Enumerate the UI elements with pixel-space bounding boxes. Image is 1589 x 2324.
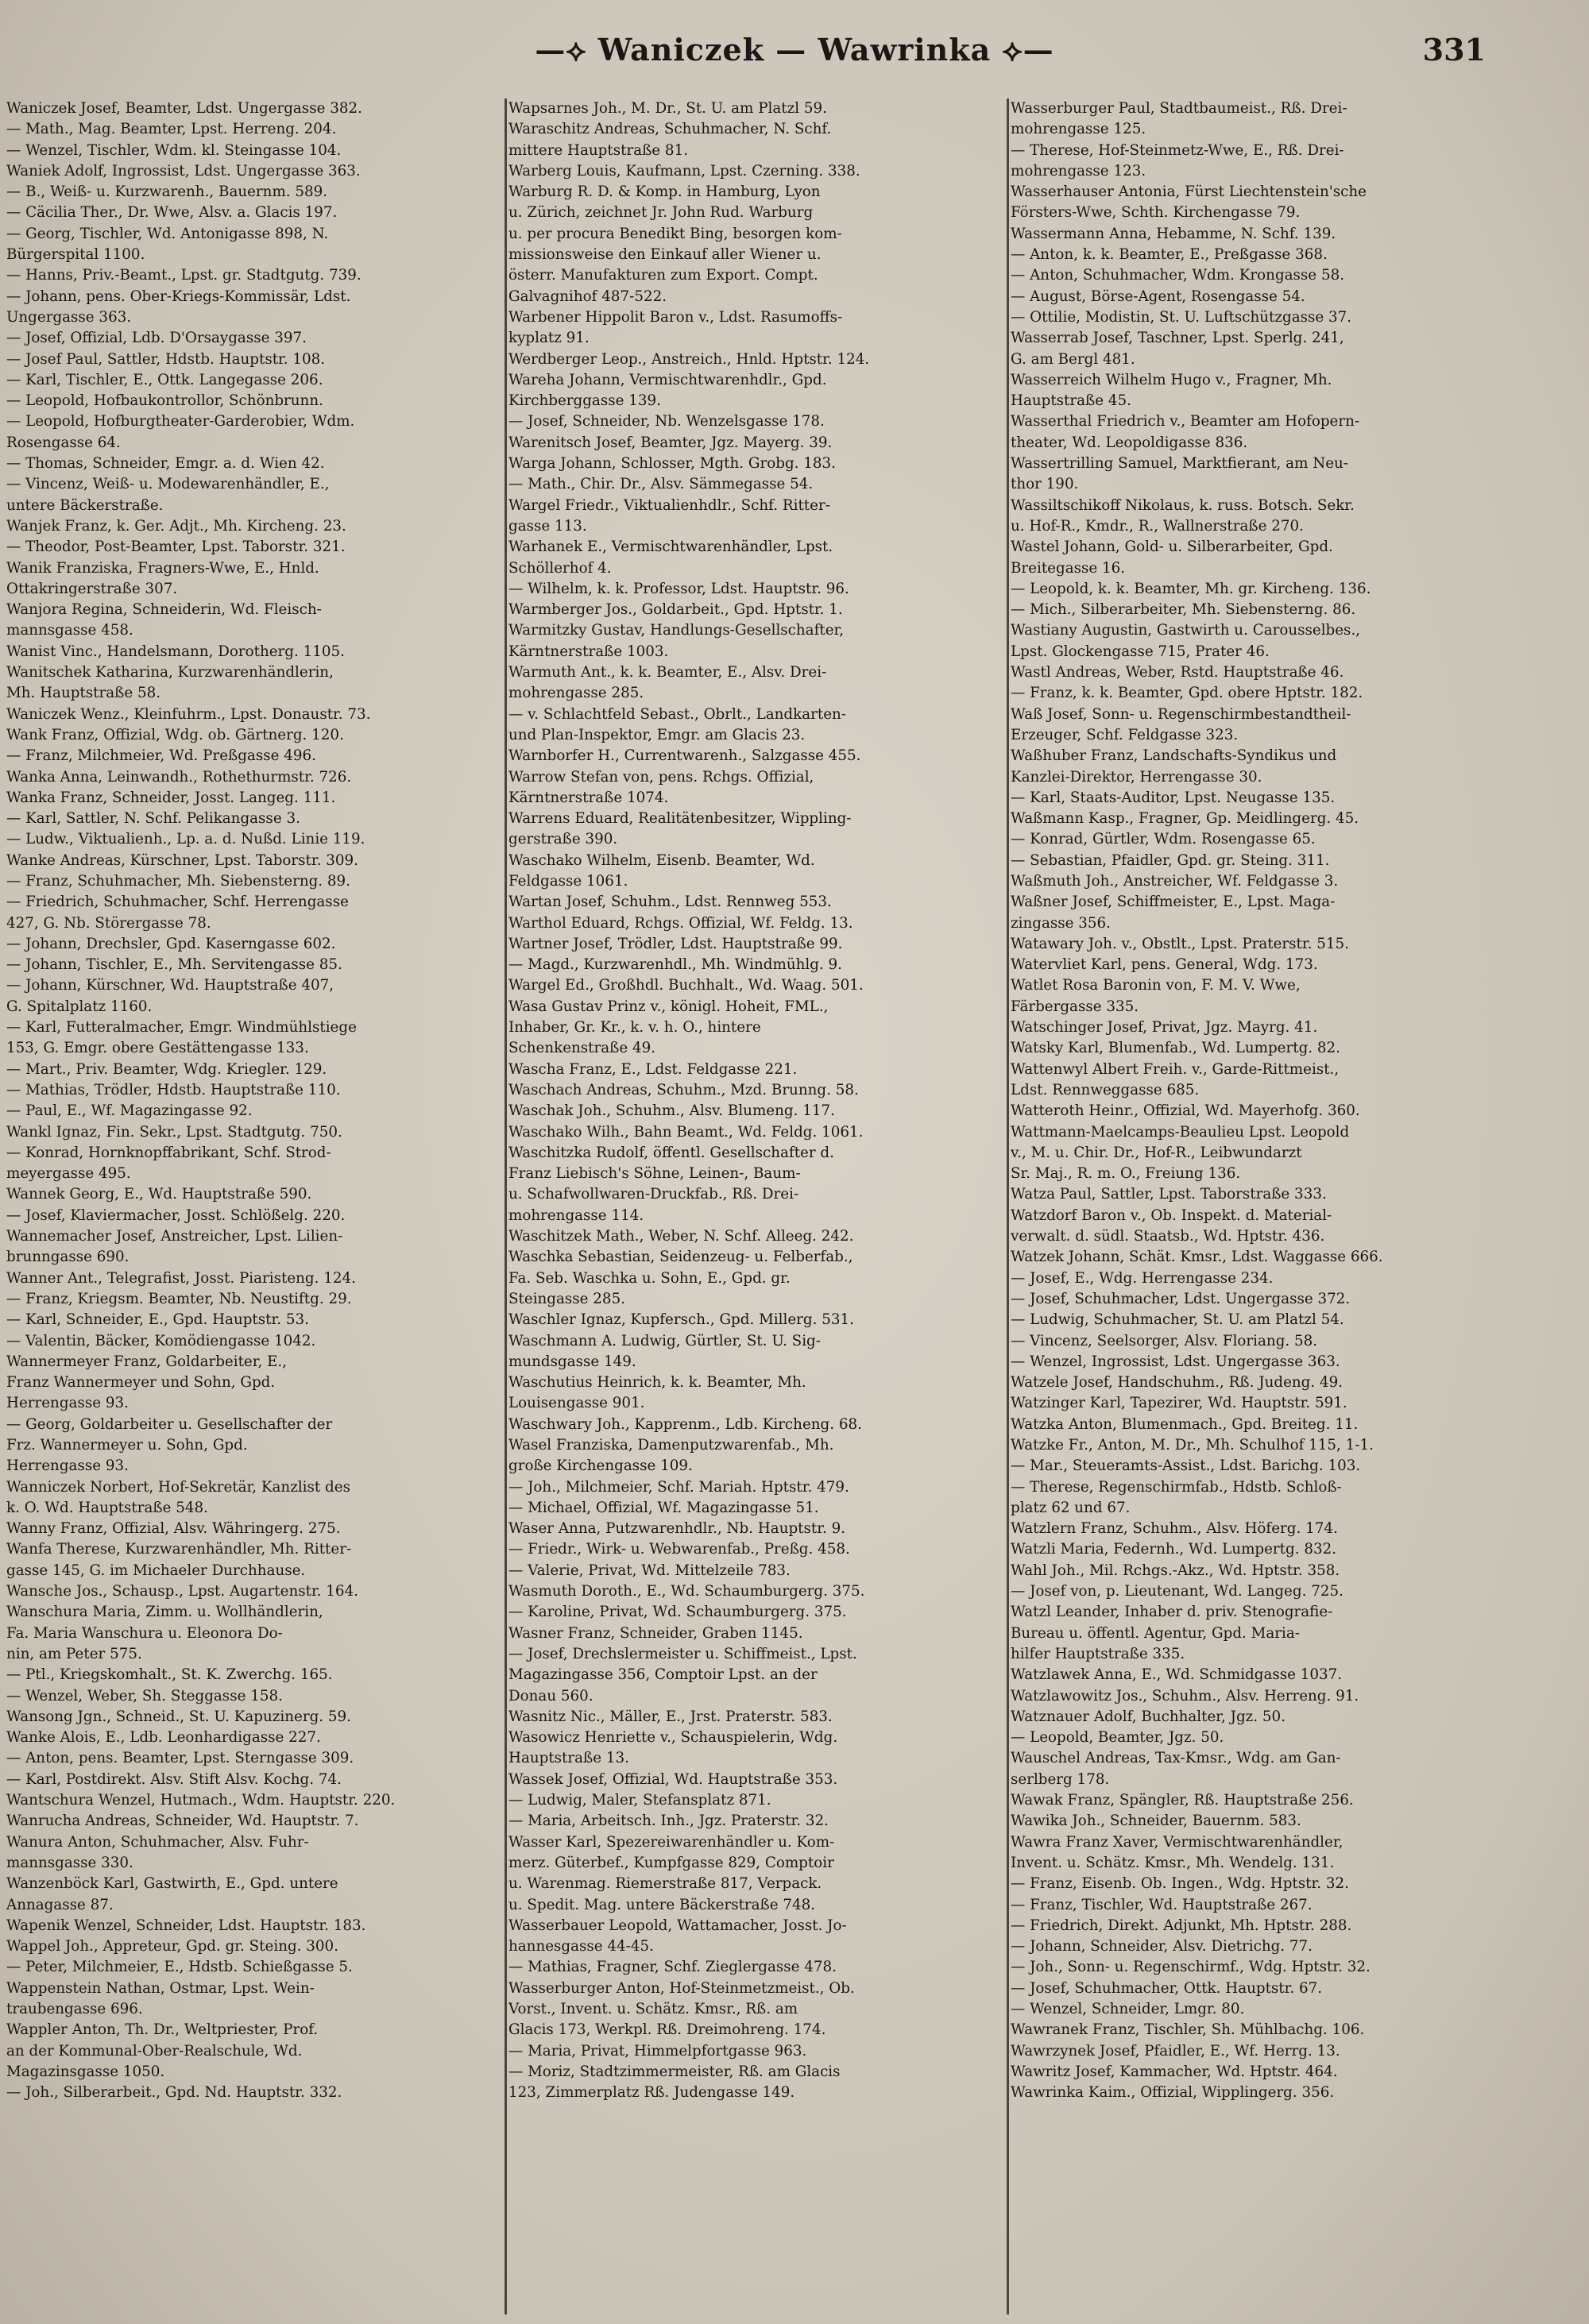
directory-entry: Magazinsgasse 1050. xyxy=(6,2063,165,2080)
directory-entry: — B., Weiß- u. Kurzwarenh., Bauernm. 589. xyxy=(6,183,328,201)
directory-entry: Wartan Josef, Schuhm., Ldst. Rennweg 553. xyxy=(508,894,832,911)
directory-entry: Waßmann Kasp., Fragner, Gp. Meidlingerg. 45. xyxy=(1011,810,1359,828)
directory-entry: u. per procura Benedikt Bing, besorgen kom- xyxy=(508,225,842,242)
directory-entry: — Vincenz, Weiß- u. Modewarenhändler, E., xyxy=(6,476,330,493)
directory-entry: Watzek Johann, Schät. Kmsr., Ldst. Waggasse 666. xyxy=(1011,1249,1383,1266)
directory-entry: Wawritz Josef, Kammacher, Wd. Hptstr. 464. xyxy=(1011,2063,1338,2080)
directory-entry: Warmitzky Gustav, Handlungs-Gesellschafter, xyxy=(508,622,845,639)
directory-entry: Warnborfer H., Currentwarenh., Salzgasse 455. xyxy=(508,747,861,765)
column-divider xyxy=(1007,98,1009,2314)
directory-entry: — Friedrich, Schuhmacher, Schf. Herrengasse xyxy=(6,894,349,911)
directory-entry: — Josef Paul, Sattler, Hdstb. Hauptstr. 108. xyxy=(6,350,326,368)
directory-entry: Warbener Hippolit Baron v., Ldst. Rasumoffs- xyxy=(508,308,843,326)
directory-entry: Warmuth Ant., k. k. Beamter, E., Alsv. Drei- xyxy=(508,664,827,681)
directory-entry: Galvagnihof 487-522. xyxy=(508,288,667,305)
directory-entry: Waßner Josef, Schiffmeister, E., Lpst. Maga- xyxy=(1011,894,1336,911)
directory-entry: — Karl, Tischler, E., Ottk. Langegasse 206. xyxy=(6,371,323,388)
directory-entry: Watza Paul, Sattler, Lpst. Taborstraße 333. xyxy=(1011,1186,1327,1203)
directory-entry: — Magd., Kurzwarenhdl., Mh. Windmühlg. 9. xyxy=(508,956,842,974)
directory-entry: Watzele Josef, Handschuhm., Rß. Judeng. 49. xyxy=(1011,1374,1343,1392)
directory-entry: Fa. Maria Wanschura u. Eleonora Do- xyxy=(6,1624,283,1642)
directory-entry: Wannemacher Josef, Anstreicher, Lpst. Lilien- xyxy=(6,1228,343,1245)
directory-entry: — Leopold, Hofbaukontrollor, Schönbrunn. xyxy=(6,392,323,410)
directory-entry: — Thomas, Schneider, Emgr. a. d. Wien 42. xyxy=(6,455,325,473)
directory-entry: Ungergasse 363. xyxy=(6,308,132,326)
directory-entry: Herrengasse 93. xyxy=(6,1395,129,1412)
directory-entry: — Konrad, Gürtler, Wdm. Rosengasse 65. xyxy=(1011,831,1316,848)
directory-entry: — Hanns, Priv.-Beamt., Lpst. gr. Stadtgutg. 739. xyxy=(6,267,361,284)
directory-entry: Herrengasse 93. xyxy=(6,1457,129,1475)
directory-entry: Wanniczek Norbert, Hof-Sekretär, Kanzlist des xyxy=(6,1478,350,1496)
directory-entry: Wastel Johann, Gold- u. Silberarbeiter, Gpd. xyxy=(1011,539,1333,556)
directory-entry: Waniek Adolf, Ingrossist, Ldst. Ungergasse 363. xyxy=(6,162,361,180)
directory-entry: Wasserburger Paul, Stadtbaumeist., Rß. Drei- xyxy=(1011,100,1347,117)
directory-entry: — Josef, Klaviermacher, Josst. Schlößelg. 220. xyxy=(6,1206,346,1224)
directory-entry: — Josef, Schuhmacher, Ldst. Ungergasse 372. xyxy=(1011,1290,1351,1307)
directory-entry: — Josef, Offizial, Ldb. D'Orsaygasse 397. xyxy=(6,330,307,347)
directory-entry: Waniczek Wenz., Kleinfuhrm., Lpst. Donaustr. 73. xyxy=(6,705,371,723)
directory-entry: — Maria, Privat, Himmelpfortgasse 963. xyxy=(508,2042,807,2060)
directory-entry: thor 190. xyxy=(1011,476,1079,493)
directory-entry: Wanjora Regina, Schneiderin, Wd. Fleisch- xyxy=(6,601,322,619)
directory-entry: Warga Johann, Schlosser, Mgth. Grobg. 183. xyxy=(508,455,836,473)
directory-entry: Wannermeyer Franz, Goldarbeiter, E., xyxy=(6,1353,288,1370)
directory-entry: mannsgasse 330. xyxy=(6,1854,133,1871)
directory-entry: Waschutius Heinrich, k. k. Beamter, Mh. xyxy=(508,1374,806,1392)
directory-entry: merz. Güterbef., Kumpfgasse 829, Comptoir xyxy=(508,1854,834,1871)
directory-entry: Warmberger Jos., Goldarbeit., Gpd. Hptstr. 1. xyxy=(508,601,843,619)
directory-entry: österr. Manufakturen zum Export. Compt. xyxy=(508,267,818,284)
directory-entry: Wasserthal Friedrich v., Beamter am Hofopern- xyxy=(1011,413,1360,430)
directory-entry: — Josef, Schneider, Nb. Wenzelsgasse 178. xyxy=(508,413,825,430)
directory-entry: — August, Börse-Agent, Rosengasse 54. xyxy=(1011,288,1305,305)
directory-entry: — Wilhelm, k. k. Professor, Ldst. Hauptstr. 96. xyxy=(508,580,849,597)
directory-entry: Wargel Friedr., Viktualienhdlr., Schf. Ritter- xyxy=(508,496,830,514)
directory-entry: untere Bäckerstraße. xyxy=(6,496,164,514)
directory-entry: Franz Wannermeyer und Sohn, Gpd. xyxy=(6,1374,276,1392)
directory-entry: Wastiany Augustin, Gastwirth u. Carousselbes., xyxy=(1011,622,1361,639)
directory-entry: — Wenzel, Weber, Sh. Steggasse 158. xyxy=(6,1687,283,1704)
directory-entry: — Joh., Silberarbeit., Gpd. Nd. Hauptstr. 332. xyxy=(6,2084,342,2102)
directory-entry: Werdberger Leop., Anstreich., Hnld. Hptstr. 124. xyxy=(508,350,870,368)
directory-entry: — Franz, Milchmeier, Wd. Preßgasse 496. xyxy=(6,747,316,765)
directory-entry: Breitegasse 16. xyxy=(1011,559,1126,577)
directory-entry: — Mart., Priv. Beamter, Wdg. Kriegler. 129. xyxy=(6,1060,327,1078)
directory-entry: — Anton, Schuhmacher, Wdm. Krongasse 58. xyxy=(1011,267,1345,284)
directory-entry: — Karl, Futteralmacher, Emgr. Windmühlstiege xyxy=(6,1019,357,1037)
directory-entry: Wanka Anna, Leinwandh., Rothethurmstr. 726. xyxy=(6,768,352,786)
directory-entry: — Math., Chir. Dr., Alsv. Sämmegasse 54. xyxy=(508,476,814,493)
directory-entry: — Leopold, Hofburgtheater-Garderobier, Wdm. xyxy=(6,413,355,430)
directory-entry: G. am Bergl 481. xyxy=(1011,350,1135,368)
directory-entry: — Wenzel, Schneider, Lmgr. 80. xyxy=(1011,2001,1245,2018)
directory-entry: Waßhuber Franz, Landschafts-Syndikus und xyxy=(1011,747,1337,765)
directory-entry: — Leopold, k. k. Beamter, Mh. gr. Kircheng. 136. xyxy=(1011,580,1371,597)
directory-entry: Waßmuth Joh., Anstreicher, Wf. Feldgasse 3. xyxy=(1011,872,1339,890)
directory-entry: Wanitschek Katharina, Kurzwarenhändlerin, xyxy=(6,664,334,681)
directory-entry: Wanik Franziska, Fragners-Wwe, E., Hnld. xyxy=(6,559,319,577)
directory-entry: — Maria, Arbeitsch. Inh., Jgz. Praterstr. 32. xyxy=(508,1812,829,1830)
directory-entry: Donau 560. xyxy=(508,1687,593,1704)
directory-entry: hannesgasse 44-45. xyxy=(508,1938,654,1955)
directory-entry: Wanfa Therese, Kurzwarenhändler, Mh. Ritter- xyxy=(6,1541,352,1558)
directory-entry: — Josef, E., Wdg. Herrengasse 234. xyxy=(1011,1269,1274,1287)
directory-entry: — Joh., Sonn- u. Regenschirmf., Wdg. Hptstr. 32. xyxy=(1011,1959,1371,1976)
column-1 xyxy=(6,98,503,2314)
directory-entry: — Karl, Sattler, N. Schf. Pelikangasse 3. xyxy=(6,810,300,828)
directory-entry: gasse 113. xyxy=(508,517,587,535)
directory-entry: an der Kommunal-Ober-Realschule, Wd. xyxy=(6,2042,303,2060)
running-head: —⟡ Waniczek — Wawrinka ⟡— xyxy=(535,32,1054,68)
directory-entry: Watzl Leander, Inhaber d. priv. Stenografie- xyxy=(1011,1604,1333,1621)
directory-entry: — Josef, Schuhmacher, Ottk. Hauptstr. 67. xyxy=(1011,1979,1323,1997)
directory-entry: brunngasse 690. xyxy=(6,1249,130,1266)
directory-entry: Watzlern Franz, Schuhm., Alsv. Höferg. 174. xyxy=(1011,1520,1338,1538)
directory-entry: — Johann, Schneider, Alsv. Dietrichg. 77. xyxy=(1011,1938,1313,1955)
directory-entry: — Valentin, Bäcker, Komödiengasse 1042. xyxy=(6,1332,316,1349)
directory-entry: Waser Anna, Putzwarenhdlr., Nb. Hauptstr. 9. xyxy=(508,1520,846,1538)
directory-entry: Wanke Alois, E., Ldb. Leonhardigasse 227. xyxy=(6,1729,321,1747)
directory-entry: Louisengasse 901. xyxy=(508,1395,645,1412)
directory-entry: Wasnitz Nic., Mäller, E., Jrst. Praterstr. 583. xyxy=(508,1708,833,1725)
directory-entry: — Theodor, Post-Beamter, Lpst. Taborstr. 321. xyxy=(6,539,346,556)
directory-entry: — Karl, Staats-Auditor, Lpst. Neugasse 135. xyxy=(1011,789,1336,806)
directory-entry: missionsweise den Einkauf aller Wiener u. xyxy=(508,246,822,264)
directory-entry: Warrow Stefan von, pens. Rchgs. Offizial, xyxy=(508,768,814,786)
directory-entry: Wapenik Wenzel, Schneider, Ldst. Hauptstr. 183. xyxy=(6,1917,366,1934)
entry-columns xyxy=(6,98,1572,2314)
directory-entry: Wanka Franz, Schneider, Josst. Langeg. 111. xyxy=(6,789,336,806)
directory-entry: — Vincenz, Seelsorger, Alsv. Floriang. 58. xyxy=(1011,1332,1318,1349)
directory-entry: mohrengasse 123. xyxy=(1011,162,1146,180)
directory-entry: Waschwary Joh., Kapprenm., Ldb. Kircheng. 68. xyxy=(508,1415,862,1433)
directory-entry: hilfer Hauptstraße 335. xyxy=(1011,1645,1185,1662)
directory-entry: Feldgasse 1061. xyxy=(508,872,628,890)
directory-entry: Wassek Josef, Offizial, Wd. Hauptstraße 353. xyxy=(508,1770,838,1788)
directory-entry: Wasserbauer Leopold, Wattamacher, Josst. Jo- xyxy=(508,1917,847,1934)
directory-entry: Wanny Franz, Offizial, Alsv. Währingerg. 275. xyxy=(6,1520,341,1538)
directory-entry: Wanner Ant., Telegrafist, Josst. Piaristeng. 124. xyxy=(6,1269,356,1287)
directory-entry: — Peter, Milchmeier, E., Hdstb. Schießgasse 5. xyxy=(6,1959,353,1976)
directory-entry: Wansong Jgn., Schneid., St. U. Kapuzinerg. 59. xyxy=(6,1708,351,1725)
directory-entry: Wawra Franz Xaver, Vermischtwarenhändler, xyxy=(1011,1833,1343,1851)
directory-entry: — Math., Mag. Beamter, Lpst. Herreng. 204. xyxy=(6,121,337,138)
directory-entry: 427, G. Nb. Störergasse 78. xyxy=(6,914,211,932)
directory-entry: platz 62 und 67. xyxy=(1011,1499,1131,1516)
directory-entry: Wanura Anton, Schuhmacher, Alsv. Fuhr- xyxy=(6,1833,309,1851)
directory-entry: Waraschitz Andreas, Schuhmacher, N. Schf. xyxy=(508,121,832,138)
directory-entry: Watzinger Karl, Tapezirer, Wd. Hauptstr. 591. xyxy=(1011,1395,1347,1412)
directory-entry: mohrengasse 114. xyxy=(508,1206,644,1224)
directory-entry: — Ottilie, Modistin, St. U. Luftschützgasse 37. xyxy=(1011,308,1352,326)
directory-entry: — Mich., Silberarbeiter, Mh. Siebensterng. 86. xyxy=(1011,601,1356,619)
directory-entry: Wawrzynek Josef, Pfaidler, E., Wf. Herrg. 13. xyxy=(1011,2042,1340,2060)
directory-entry: — Anton, k. k. Beamter, E., Preßgasse 368. xyxy=(1011,246,1328,264)
directory-entry: Wansche Jos., Schausp., Lpst. Augartenstr. 164. xyxy=(6,1583,359,1600)
directory-entry: Wasserrab Josef, Taschner, Lpst. Sperlg. 241, xyxy=(1011,330,1344,347)
directory-entry: Wasser Karl, Spezereiwarenhändler u. Kom- xyxy=(508,1833,835,1851)
directory-entry: Waniczek Josef, Beamter, Ldst. Ungergasse 382. xyxy=(6,100,362,117)
directory-entry: Warthol Eduard, Rchgs. Offizial, Wf. Feldg. 13. xyxy=(508,914,853,932)
column-3 xyxy=(1011,98,1507,2314)
directory-entry: meyergasse 495. xyxy=(6,1165,131,1183)
directory-entry: Watzlawek Anna, E., Wd. Schmidgasse 1037. xyxy=(1011,1666,1343,1684)
directory-entry: Wawika Joh., Schneider, Bauernm. 583. xyxy=(1011,1812,1301,1830)
directory-entry: — Karoline, Privat, Wd. Schaumburgerg. 375. xyxy=(508,1604,847,1621)
directory-entry: Waschako Wilhelm, Eisenb. Beamter, Wd. xyxy=(508,851,815,869)
directory-entry: Wanist Vinc., Handelsmann, Dorotherg. 1105. xyxy=(6,643,345,660)
directory-entry: Waschak Joh., Schuhm., Alsv. Blumeng. 117. xyxy=(508,1102,835,1120)
directory-entry: serlberg 178. xyxy=(1011,1770,1110,1788)
directory-entry: u. Warenmag. Riemerstraße 817, Verpack. xyxy=(508,1875,822,1893)
directory-entry: Waschler Ignaz, Kupfersch., Gpd. Millerg. 531. xyxy=(508,1311,854,1329)
directory-entry: mohrengasse 125. xyxy=(1011,121,1146,138)
directory-entry: nin, am Peter 575. xyxy=(6,1645,142,1662)
directory-entry: Wantschura Wenzel, Hutmach., Wdm. Hauptstr. 220. xyxy=(6,1792,396,1809)
directory-entry: — Georg, Goldarbeiter u. Gesellschafter der xyxy=(6,1415,333,1433)
directory-entry: Ottakringerstraße 307. xyxy=(6,580,178,597)
directory-entry: Vorst., Invent. u. Schätz. Kmsr., Rß. am xyxy=(508,2001,798,2018)
directory-entry: Schenkenstraße 49. xyxy=(508,1040,656,1057)
directory-entry: verwalt. d. südl. Staatsb., Wd. Hptstr. 436. xyxy=(1011,1228,1325,1245)
directory-entry: — Wenzel, Ingrossist, Ldst. Ungergasse 363. xyxy=(1011,1353,1340,1370)
directory-entry: — Josef von, p. Lieutenant, Wd. Langeg. 725. xyxy=(1011,1583,1343,1600)
directory-entry: Waschako Wilh., Bahn Beamt., Wd. Feldg. 1061. xyxy=(508,1123,864,1141)
directory-entry: — Cäcilia Ther., Dr. Wwe, Alsv. a. Glacis 197. xyxy=(6,204,338,222)
directory-entry: — Friedr., Wirk- u. Webwarenfab., Preßg. 458. xyxy=(508,1541,850,1558)
directory-entry: — Ludwig, Maler, Stefansplatz 871. xyxy=(508,1792,771,1809)
directory-entry: Wassertrilling Samuel, Marktfierant, am Neu- xyxy=(1011,455,1348,473)
directory-entry: Watervliet Karl, pens. General, Wdg. 173. xyxy=(1011,956,1318,974)
directory-entry: Warrens Eduard, Realitätenbesitzer, Wippling- xyxy=(508,810,852,828)
directory-entry: u. Hof-R., Kmdr., R., Wallnerstraße 270. xyxy=(1011,517,1304,535)
directory-entry: G. Spitalplatz 1160. xyxy=(6,998,153,1015)
directory-entry: u. Zürich, zeichnet Jr. John Rud. Warburg xyxy=(508,204,814,222)
directory-entry: Wareha Johann, Vermischtwarenhdlr., Gpd. xyxy=(508,371,827,388)
directory-entry: Invent. u. Schätz. Kmsr., Mh. Wendelg. 131. xyxy=(1011,1854,1335,1871)
directory-entry: Kirchberggasse 139. xyxy=(508,392,661,410)
directory-entry: — Moriz, Stadtzimmermeister, Rß. am Glacis xyxy=(508,2063,841,2080)
directory-entry: Wargel Ed., Großhdl. Buchhalt., Wd. Waag. 501. xyxy=(508,977,864,994)
directory-entry: — v. Schlachtfeld Sebast., Obrlt., Landkarten- xyxy=(508,705,846,723)
directory-entry: gasse 145, G. im Michaeler Durchhause. xyxy=(6,1562,306,1579)
directory-entry: Wartner Josef, Trödler, Ldst. Hauptstraße 99. xyxy=(508,935,843,952)
directory-entry: u. Spedit. Mag. untere Bäckerstraße 748. xyxy=(508,1896,816,1913)
directory-entry: Wasel Franziska, Damenputzwarenfab., Mh. xyxy=(508,1437,834,1453)
directory-entry: Inhaber, Gr. Kr., k. v. h. O., hintere xyxy=(508,1019,761,1037)
directory-entry: — Therese, Regenschirmfab., Hdstb. Schloß- xyxy=(1011,1478,1342,1496)
directory-entry: — Johann, pens. Ober-Kriegs-Kommissär, Ldst. xyxy=(6,288,351,305)
directory-entry: Wascha Franz, E., Ldst. Feldgasse 221. xyxy=(508,1060,798,1078)
directory-entry: große Kirchengasse 109. xyxy=(508,1457,693,1475)
directory-entry: Wahl Joh., Mil. Rchgs.-Akz., Wd. Hptstr. 358. xyxy=(1011,1562,1340,1579)
directory-entry: Schöllerhof 4. xyxy=(508,559,612,577)
directory-entry: Waschmann A. Ludwig, Gürtler, St. U. Sig- xyxy=(508,1332,821,1349)
directory-entry: Watsky Karl, Blumenfab., Wd. Lumpertg. 82. xyxy=(1011,1040,1340,1057)
directory-entry: Warenitsch Josef, Beamter, Jgz. Mayerg. 39. xyxy=(508,434,833,451)
directory-entry: — Wenzel, Tischler, Wdm. kl. Steingasse 104. xyxy=(6,141,342,159)
directory-entry: mittere Hauptstraße 81. xyxy=(508,141,689,159)
directory-entry: — Paul, E., Wf. Magazingasse 92. xyxy=(6,1102,253,1120)
directory-entry: Kärntnerstraße 1074. xyxy=(508,789,669,806)
directory-entry: Watzka Anton, Blumenmach., Gpd. Breiteg. 11. xyxy=(1011,1415,1359,1433)
column-divider xyxy=(505,98,507,2314)
directory-entry: Watzdorf Baron v., Ob. Inspekt. d. Material- xyxy=(1011,1206,1332,1224)
directory-entry: Watznauer Adolf, Buchhalter, Jgz. 50. xyxy=(1011,1708,1286,1725)
directory-entry: Watawary Joh. v., Obstlt., Lpst. Praterstr. 515. xyxy=(1011,935,1349,952)
column-2 xyxy=(508,98,1005,2314)
directory-entry: Watschinger Josef, Privat, Jgz. Mayrg. 41. xyxy=(1011,1019,1318,1037)
directory-entry: — Karl, Postdirekt. Alsv. Stift Alsv. Kochg. 74. xyxy=(6,1770,342,1788)
directory-entry: — Johann, Drechsler, Gpd. Kaserngasse 602. xyxy=(6,935,336,952)
directory-entry: Wasner Franz, Schneider, Graben 1145. xyxy=(508,1624,803,1642)
directory-entry: Wankl Ignaz, Fin. Sekr., Lpst. Stadtgutg. 750. xyxy=(6,1123,342,1141)
directory-entry: und Plan-Inspektor, Emgr. am Glacis 23. xyxy=(508,726,806,743)
directory-entry: Wanjek Franz, k. Ger. Adjt., Mh. Kircheng. 23. xyxy=(6,517,346,535)
directory-entry: Hauptstraße 13. xyxy=(508,1750,629,1767)
directory-entry: Wassermann Anna, Hebamme, N. Schf. 139. xyxy=(1011,225,1336,242)
directory-entry: — Mar., Steueramts-Assist., Ldst. Barichg. 103. xyxy=(1011,1457,1361,1475)
directory-entry: — Franz, Eisenb. Ob. Ingen., Wdg. Hptstr. 32. xyxy=(1011,1875,1349,1893)
directory-entry: zingasse 356. xyxy=(1011,914,1111,932)
directory-entry: — Johann, Kürschner, Wd. Hauptstraße 407, xyxy=(6,977,334,994)
directory-entry: — Konrad, Hornknopffabrikant, Schf. Strod- xyxy=(6,1144,331,1161)
directory-entry: — Michael, Offizial, Wf. Magazingasse 51. xyxy=(508,1499,819,1516)
directory-entry: Wanzenböck Karl, Gastwirth, E., Gpd. untere xyxy=(6,1875,338,1893)
directory-entry: Steingasse 285. xyxy=(508,1290,626,1307)
directory-entry: 123, Zimmerplatz Rß. Judengasse 149. xyxy=(508,2084,795,2102)
directory-entry: — Valerie, Privat, Wd. Mittelzeile 783. xyxy=(508,1562,791,1579)
directory-entry: mohrengasse 285. xyxy=(508,685,644,702)
directory-entry: Mh. Hauptstraße 58. xyxy=(6,685,161,702)
directory-entry: Watteroth Heinr., Offizial, Wd. Mayerhofg. 360. xyxy=(1011,1102,1360,1120)
directory-entry: Watzli Maria, Federnh., Wd. Lumpertg. 832. xyxy=(1011,1541,1337,1558)
directory-entry: Wanschura Maria, Zimm. u. Wollhändlerin, xyxy=(6,1604,323,1621)
directory-entry: — Mathias, Fragner, Schf. Zieglergasse 478. xyxy=(508,1959,837,1976)
directory-entry: u. Schafwollwaren-Druckfab., Rß. Drei- xyxy=(508,1186,799,1203)
directory-entry: — Georg, Tischler, Wd. Antonigasse 898, N. xyxy=(6,225,329,242)
directory-entry: Bureau u. öffentl. Agentur, Gpd. Maria- xyxy=(1011,1624,1300,1642)
directory-entry: theater, Wd. Leopoldigasse 836. xyxy=(1011,434,1248,451)
directory-entry: — Ludw., Viktualienh., Lp. a. d. Nußd. Linie 119. xyxy=(6,831,365,848)
directory-entry: Wattenwyl Albert Freih. v., Garde-Rittmeist., xyxy=(1011,1060,1340,1078)
directory-entry: Waß Josef, Sonn- u. Regenschirmbestandtheil- xyxy=(1011,705,1351,723)
directory-entry: — Franz, Tischler, Wd. Hauptstraße 267. xyxy=(1011,1896,1313,1913)
directory-entry: Wassiltschikoff Nikolaus, k. russ. Botsch. Sekr. xyxy=(1011,496,1355,514)
directory-entry: — Anton, pens. Beamter, Lpst. Sterngasse 309. xyxy=(6,1750,354,1767)
page-number: 331 xyxy=(1422,32,1486,68)
directory-entry: Wastl Andreas, Weber, Rstd. Hauptstraße 46. xyxy=(1011,664,1344,681)
directory-entry: k. O. Wd. Hauptstraße 548. xyxy=(6,1499,208,1516)
directory-entry: Waschka Sebastian, Seidenzeug- u. Felberfab., xyxy=(508,1249,853,1266)
directory-entry: Wasa Gustav Prinz v., königl. Hoheit, FML., xyxy=(508,998,829,1015)
directory-entry: Sr. Maj., R. m. O., Freiung 136. xyxy=(1011,1165,1241,1183)
directory-entry: — Franz, Kriegsm. Beamter, Nb. Neustiftg. 29. xyxy=(6,1290,352,1307)
directory-entry: Wattmann-Maelcamps-Beaulieu Lpst. Leopold xyxy=(1011,1123,1350,1141)
directory-entry: gerstraße 390. xyxy=(508,831,618,848)
directory-entry: Wanke Andreas, Kürschner, Lpst. Taborstr. 309. xyxy=(6,851,358,869)
directory-entry: Magazingasse 356, Comptoir Lpst. an der xyxy=(508,1666,818,1684)
directory-entry: Wannek Georg, E., Wd. Hauptstraße 590. xyxy=(6,1186,312,1203)
directory-entry: 153, G. Emgr. obere Gestättengasse 133. xyxy=(6,1040,309,1057)
directory-entry: Wawranek Franz, Tischler, Sh. Mühlbachg. 106. xyxy=(1011,2021,1365,2039)
directory-entry: Lpst. Glockengasse 715, Prater 46. xyxy=(1011,643,1270,660)
directory-entry: Waschitzka Rudolf, öffentl. Gesellschafter d. xyxy=(508,1144,834,1161)
directory-entry: — Joh., Milchmeier, Schf. Mariah. Hptstr. 479. xyxy=(508,1478,849,1496)
directory-entry: Annagasse 87. xyxy=(6,1896,114,1913)
directory-entry: Hauptstraße 45. xyxy=(1011,392,1131,410)
directory-entry: mundsgasse 149. xyxy=(508,1353,636,1370)
directory-entry: — Franz, Schuhmacher, Mh. Siebensterng. 89. xyxy=(6,872,351,890)
directory-entry: Warburg R. D. & Komp. in Hamburg, Lyon xyxy=(508,183,821,201)
directory-entry: Wauschel Andreas, Tax-Kmsr., Wdg. am Gan- xyxy=(1011,1750,1341,1767)
directory-entry: — Friedrich, Direkt. Adjunkt, Mh. Hptstr. 288. xyxy=(1011,1917,1352,1934)
directory-entry: Wappenstein Nathan, Ostmar, Lpst. Wein- xyxy=(6,1979,315,1997)
directory-entry: Wappler Anton, Th. Dr., Weltpriester, Prof. xyxy=(6,2021,319,2039)
directory-entry: Warhanek E., Vermischtwarenhändler, Lpst. xyxy=(508,539,833,556)
directory-entry: Frz. Wannermeyer u. Sohn, Gpd. xyxy=(6,1437,248,1453)
directory-entry: Franz Liebisch's Söhne, Leinen-, Baum- xyxy=(508,1165,801,1183)
directory-entry: mannsgasse 458. xyxy=(6,622,133,639)
directory-entry: Kärntnerstraße 1003. xyxy=(508,643,669,660)
directory-entry: Wanrucha Andreas, Schneider, Wd. Hauptstr. 7. xyxy=(6,1812,359,1830)
directory-entry: Ldst. Rennweggasse 685. xyxy=(1011,1081,1200,1098)
directory-entry: Wawrinka Kaim., Offizial, Wipplingerg. 356. xyxy=(1011,2084,1335,2102)
directory-entry: Watzke Fr., Anton, M. Dr., Mh. Schulhof 115, 1-1. xyxy=(1011,1437,1374,1453)
directory-entry: Bürgerspital 1100. xyxy=(6,246,145,264)
directory-entry: Wasmuth Doroth., E., Wd. Schaumburgerg. 375. xyxy=(508,1583,865,1600)
directory-entry: Wank Franz, Offizial, Wdg. ob. Gärtnerg. 120. xyxy=(6,726,344,743)
directory-entry: kyplatz 91. xyxy=(508,330,590,347)
directory-entry: Waschitzek Math., Weber, N. Schf. Alleeg. 242. xyxy=(508,1228,854,1245)
directory-entry: Färbergasse 335. xyxy=(1011,998,1139,1015)
directory-entry: Wasserreich Wilhelm Hugo v., Fragner, Mh. xyxy=(1011,371,1332,388)
directory-entry: Kanzlei-Direktor, Herrengasse 30. xyxy=(1011,768,1262,786)
directory-entry: Wapsarnes Joh., M. Dr., St. U. am Platzl 59. xyxy=(508,100,827,117)
directory-entry: — Leopold, Beamter, Jgz. 50. xyxy=(1011,1729,1224,1747)
directory-entry: Waschach Andreas, Schuhm., Mzd. Brunng. 58. xyxy=(508,1081,859,1098)
directory-entry: Warberg Louis, Kaufmann, Lpst. Czerning. 338. xyxy=(508,162,860,180)
directory-entry: — Josef, Drechslermeister u. Schiffmeist., Lpst. xyxy=(508,1645,857,1662)
directory-entry: Wasserburger Anton, Hof-Steinmetzmeist., Ob. xyxy=(508,1979,855,1997)
directory-entry: — Franz, k. k. Beamter, Gpd. obere Hptstr. 182. xyxy=(1011,685,1363,702)
directory-entry: — Therese, Hof-Steinmetz-Wwe, E., Rß. Drei- xyxy=(1011,141,1344,159)
directory-entry: — Ludwig, Schuhmacher, St. U. am Platzl 54. xyxy=(1011,1311,1344,1329)
directory-entry: — Mathias, Trödler, Hdstb. Hauptstraße 110. xyxy=(6,1081,341,1098)
directory-entry: — Ptl., Kriegskomhalt., St. K. Zwerchg. 165. xyxy=(6,1666,333,1684)
directory-entry: Wasserhauser Antonia, Fürst Liechtenstein'sche xyxy=(1011,183,1367,201)
directory-entry: — Karl, Schneider, E., Gpd. Hauptstr. 53. xyxy=(6,1311,309,1329)
directory-entry: Fa. Seb. Waschka u. Sohn, E., Gpd. gr. xyxy=(508,1269,791,1287)
directory-entry: Watzlawowitz Jos., Schuhm., Alsv. Herreng. 91. xyxy=(1011,1687,1359,1704)
page-header xyxy=(0,32,1589,87)
directory-entry: Rosengasse 64. xyxy=(6,434,121,451)
directory-entry: Försters-Wwe, Schth. Kirchengasse 79. xyxy=(1011,204,1301,222)
directory-entry: Erzeuger, Schf. Feldgasse 323. xyxy=(1011,726,1239,743)
directory-entry: — Johann, Tischler, E., Mh. Servitengasse 85. xyxy=(6,956,342,974)
directory-entry: traubengasse 696. xyxy=(6,2001,143,2018)
directory-entry: Glacis 173, Werkpl. Rß. Dreimohreng. 174. xyxy=(508,2021,826,2039)
directory-entry: — Sebastian, Pfaidler, Gpd. gr. Steing. 311. xyxy=(1011,851,1330,869)
directory-entry: Wappel Joh., Appreteur, Gpd. gr. Steing. 300. xyxy=(6,1938,339,1955)
directory-entry: v., M. u. Chir. Dr., Hof-R., Leibwundarzt xyxy=(1011,1144,1302,1161)
directory-entry: Wawak Franz, Spängler, Rß. Hauptstraße 256. xyxy=(1011,1792,1354,1809)
directory-entry: Watlet Rosa Baronin von, F. M. V. Wwe, xyxy=(1011,977,1301,994)
directory-entry: Wasowicz Henriette v., Schauspielerin, Wdg. xyxy=(508,1729,838,1747)
